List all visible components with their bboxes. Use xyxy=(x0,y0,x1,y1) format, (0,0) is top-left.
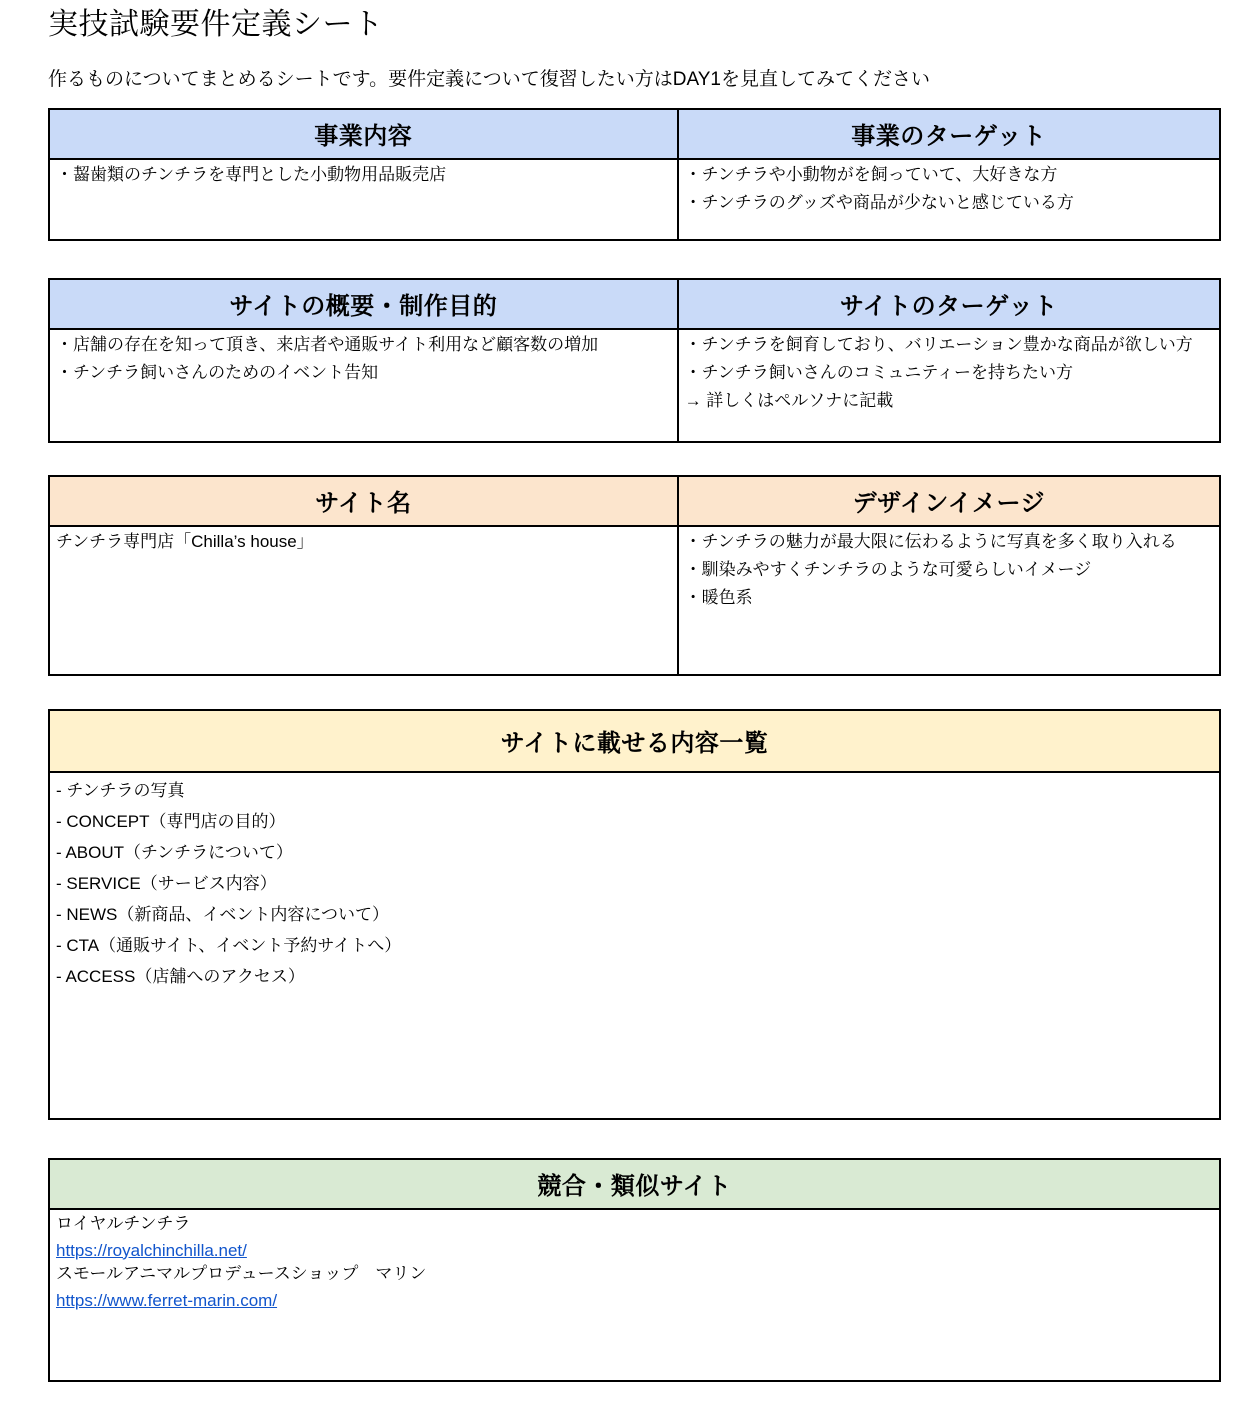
page-subtitle: 作るものについてまとめるシートです。要件定義について復習したい方はDAY1を見直してみてください xyxy=(48,68,930,90)
list-item: ・チンチラや小動物がを飼っていて、大好きな方 xyxy=(684,164,1058,184)
business-target-header xyxy=(677,110,1219,160)
list-item: ・チンチラ飼いさんのためのイベント告知 xyxy=(56,362,379,382)
site-target-header xyxy=(677,280,1219,330)
list-item: - CTA（通販サイト、イベント予約サイトへ） xyxy=(56,935,402,955)
site-overview-cell xyxy=(50,330,677,441)
design-image-header xyxy=(677,477,1219,527)
list-item: - CONCEPT（専門店の目的） xyxy=(56,811,286,831)
list-item: - ABOUT（チンチラについて） xyxy=(56,842,293,862)
business-content-header-label: 事業内容 xyxy=(314,123,413,150)
list-item: ・暖色系 xyxy=(684,587,753,607)
competitor-link-royalchinchilla[interactable]: https://royalchinchilla.net/ xyxy=(56,1240,247,1260)
list-item: チンチラ専門店「Chilla’s house」 xyxy=(56,531,314,551)
list-item: ・チンチラ飼いさんのコミュニティーを持ちたい方 xyxy=(684,362,1074,382)
list-item: - SERVICE（サービス内容） xyxy=(56,873,277,893)
site-name-header-label: サイト名 xyxy=(315,490,412,517)
site-contents-table xyxy=(48,709,1221,1120)
list-item: ・店舗の存在を知って頂き、来店者や通販サイト利用など顧客数の増加 xyxy=(56,334,599,354)
site-contents-header-label: サイトに載せる内容一覧 xyxy=(500,730,769,757)
list-item: - チンチラの写真 xyxy=(56,780,185,800)
competitors-header-label: 競合・類似サイト xyxy=(537,1173,732,1200)
design-image-cell xyxy=(677,527,1219,674)
list-item: → 詳しくはペルソナに記載 xyxy=(684,390,894,410)
site-target-header-label: サイトのターゲット xyxy=(839,293,1058,320)
site-name-header xyxy=(50,477,677,527)
competitor-entry xyxy=(56,1264,1211,1314)
list-item: - ACCESS（店舗へのアクセス） xyxy=(56,966,305,986)
business-content-header xyxy=(50,110,677,160)
list-item: - NEWS（新商品、イベント内容について） xyxy=(56,904,390,924)
competitor-name: ロイヤルチンチラ xyxy=(56,1213,191,1233)
design-image-header-label: デザインイメージ xyxy=(852,490,1045,517)
site-overview-header-label: サイトの概要・制作目的 xyxy=(229,293,498,320)
list-item: ・チンチラを飼育しており、バリエーション豊かな商品が欲しい方 xyxy=(684,334,1193,354)
list-item: ・チンチラの魅力が最大限に伝わるように写真を多く取り入れる xyxy=(684,531,1177,551)
business-table xyxy=(48,108,1221,241)
list-item: ・チンチラのグッズや商品が少ないと感じている方 xyxy=(684,192,1074,212)
site-target-cell xyxy=(677,330,1219,441)
competitors-table xyxy=(48,1158,1221,1382)
page-title: 実技試験要件定義シート xyxy=(48,8,384,41)
site-contents-cell xyxy=(50,773,1219,1118)
site-overview-table xyxy=(48,278,1221,443)
competitors-cell xyxy=(50,1210,1219,1380)
site-contents-header xyxy=(50,711,1219,773)
competitors-header xyxy=(50,1160,1219,1210)
list-item: ・齧歯類のチンチラを専門とした小動物用品販売店 xyxy=(56,164,447,184)
list-item: ・馴染みやすくチンチラのような可愛らしいイメージ xyxy=(684,559,1092,579)
competitor-name: スモールアニマルプロデュースショップ マリン xyxy=(56,1263,427,1283)
competitor-entry xyxy=(56,1214,1211,1264)
business-target-cell xyxy=(677,160,1219,239)
competitor-link-ferret-marin[interactable]: https://www.ferret-marin.com/ xyxy=(56,1290,278,1310)
site-overview-header xyxy=(50,280,677,330)
site-name-table xyxy=(48,475,1221,676)
site-name-cell xyxy=(50,527,677,674)
business-content-cell xyxy=(50,160,677,239)
business-target-header-label: 事業のターゲット xyxy=(851,123,1047,150)
